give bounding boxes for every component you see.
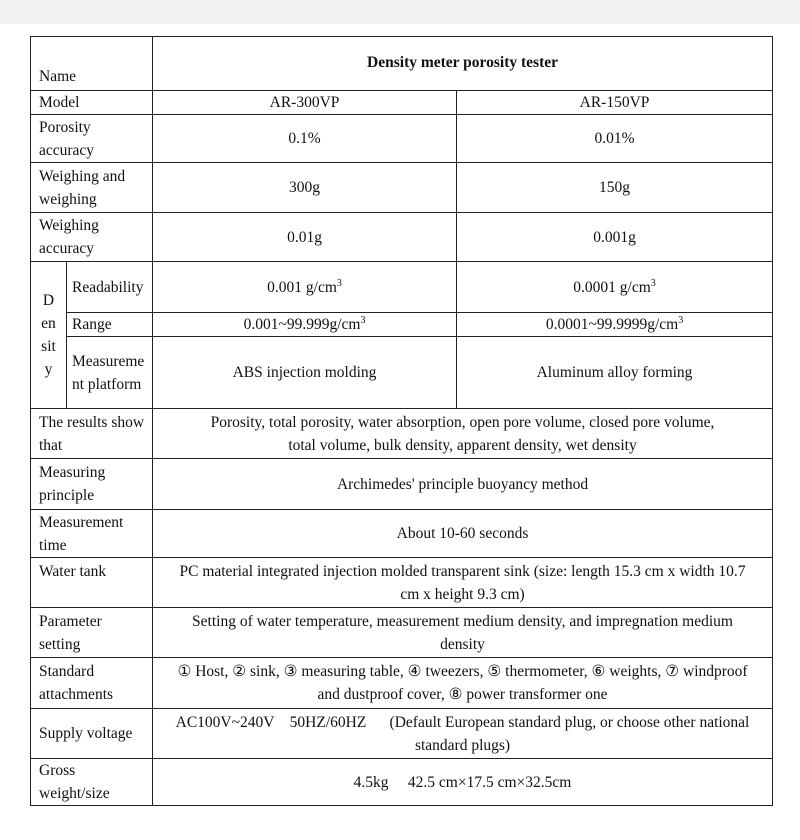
platform-a: ABS injection molding — [153, 337, 457, 409]
gross-label: Gross weight/size — [31, 759, 153, 806]
density-label-line: y — [44, 361, 53, 378]
row-density-range — [31, 313, 773, 337]
row-voltage — [31, 709, 773, 759]
row-name — [31, 37, 773, 91]
model-label: Model — [31, 91, 153, 115]
tank-label: Water tank — [31, 558, 153, 608]
row-results — [31, 409, 773, 459]
spec-table — [30, 36, 773, 806]
density-label-line: D — [42, 292, 55, 309]
spec-table-container — [30, 36, 772, 806]
unit-exponent: 3 — [336, 277, 342, 289]
row-density-readability — [31, 262, 773, 313]
product-title: Density meter porosity tester — [153, 37, 773, 91]
range-a — [153, 313, 457, 337]
readability-a — [153, 262, 457, 313]
porosity-accuracy-b: 0.01% — [457, 115, 773, 163]
readability-b-value: 0.0001 g/cm — [573, 278, 651, 296]
readability-a-value: 0.001 g/cm — [267, 278, 337, 296]
row-gross — [31, 759, 773, 806]
weighing-b: 150g — [457, 163, 773, 213]
platform-label: Measurement platform — [67, 337, 153, 409]
row-attachments — [31, 658, 773, 709]
row-weighing-accuracy — [31, 213, 773, 262]
voltage-value: AC100V~240V 50HZ/60HZ (Default European standard plug, or choose other national standard plugs) — [153, 709, 773, 759]
attachments-label: Standard attachments — [31, 658, 153, 709]
range-b-value: 0.0001~99.9999g/cm — [545, 316, 679, 333]
gross-value: 4.5kg 42.5 cm×17.5 cm×32.5cm — [153, 759, 773, 806]
range-a-value: 0.001~99.999g/cm — [243, 316, 361, 333]
principle-value: Archimedes' principle buoyancy method — [153, 459, 773, 510]
parameter-value: Setting of water temperature, measurement medium density, and impregnation medium density — [153, 608, 773, 658]
model-b: AR-150VP — [457, 91, 773, 115]
density-label — [31, 262, 67, 409]
principle-label: Measuring principle — [31, 459, 153, 510]
time-value: About 10-60 seconds — [153, 510, 773, 558]
platform-b: Aluminum alloy forming — [457, 337, 773, 409]
density-label-line: en — [41, 315, 56, 332]
porosity-accuracy-a: 0.1% — [153, 115, 457, 163]
row-tank — [31, 558, 773, 608]
voltage-label: Supply voltage — [31, 709, 153, 759]
readability-label: Readability — [67, 262, 153, 313]
row-parameter — [31, 608, 773, 658]
results-label: The results show that — [31, 409, 153, 459]
weighing-accuracy-b: 0.001g — [457, 213, 773, 262]
model-a: AR-300VP — [153, 91, 457, 115]
density-label-line: sit — [41, 338, 56, 355]
unit-exponent: 3 — [360, 314, 366, 326]
row-model — [31, 91, 773, 115]
weighing-accuracy-a: 0.01g — [153, 213, 457, 262]
tank-value: PC material integrated injection molded transparent sink (size: length 15.3 cm x width 10.7 cm x height 9.3 cm) — [153, 558, 773, 608]
row-time — [31, 510, 773, 558]
row-density-platform — [31, 337, 773, 409]
name-label: Name — [31, 37, 153, 91]
unit-exponent: 3 — [650, 277, 656, 289]
row-principle — [31, 459, 773, 510]
readability-b — [457, 262, 773, 313]
weighing-a: 300g — [153, 163, 457, 213]
weighing-accuracy-label: Weighing accuracy — [31, 213, 153, 262]
attachments-value: ① Host, ② sink, ③ measuring table, ④ tweezers, ⑤ thermometer, ⑥ weights, ⑦ windproof and dustproof cover, ⑧ power transformer one — [153, 658, 773, 709]
weighing-label: Weighing and weighing — [31, 163, 153, 213]
row-porosity-accuracy — [31, 115, 773, 163]
porosity-accuracy-label: Porosity accuracy — [31, 115, 153, 163]
top-band — [0, 0, 800, 24]
unit-exponent: 3 — [678, 314, 684, 326]
row-weighing — [31, 163, 773, 213]
time-label: Measurement time — [31, 510, 153, 558]
parameter-label: Parameter setting — [31, 608, 153, 658]
results-value: Porosity, total porosity, water absorption, open pore volume, closed pore volume, total volume, bulk density, apparent density, wet density — [153, 409, 773, 459]
range-b — [457, 313, 773, 337]
range-label: Range — [67, 313, 153, 337]
